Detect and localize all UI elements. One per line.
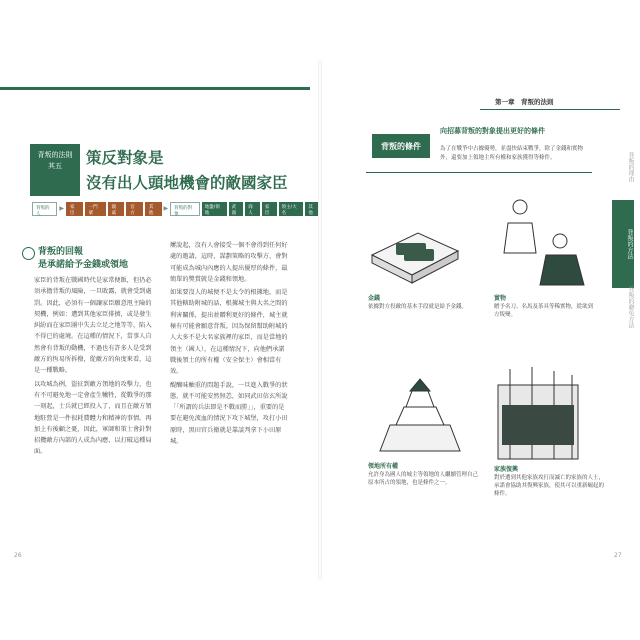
caption-title: 家族復興 xyxy=(494,466,519,473)
caption-gold xyxy=(368,295,488,311)
page-title xyxy=(86,146,288,196)
title-line1: 策反對象是 xyxy=(86,149,164,167)
flow-diagram xyxy=(32,202,320,216)
flow-arrow: ▶ xyxy=(59,205,64,212)
flow-target-step: 商人 xyxy=(245,202,260,216)
text-column-1 xyxy=(34,275,152,460)
badge-line1: 背叛的法則 xyxy=(37,151,73,159)
gold-illustration xyxy=(366,225,462,285)
flow-step: 其他 xyxy=(145,202,162,216)
top-band xyxy=(0,87,310,90)
text-column-2 xyxy=(170,240,290,449)
condition-badge: 背叛的條件 xyxy=(372,134,430,158)
caption-title: 金錢 xyxy=(368,295,381,302)
flow-target-step: 地盤/領地 xyxy=(202,202,227,216)
caption-text: 依據對方投敵的基本手段就是給予金錢。 xyxy=(368,304,468,310)
chapter-rule xyxy=(480,109,620,110)
flow-step: 家臣 xyxy=(66,202,83,216)
flow-step: 官方 xyxy=(126,202,143,216)
caption-text: 允許身為國人的城主等領地的人繼續管理自己原本所占的領地，也是條件之一。 xyxy=(368,472,479,486)
caption-goods xyxy=(494,295,594,319)
caption-family xyxy=(494,466,604,498)
caption-text: 對於遭到其他家族攻打而滅亡的家族的人士，承諾會協助其復興家族，使其可以重新崛起的條件。 xyxy=(494,475,605,497)
caption-text: 贈予名刀、名馬及茶具等稀實物，從欲到方叛變。 xyxy=(494,304,594,318)
section-heading xyxy=(38,246,128,272)
flow-start: 背叛的人 xyxy=(32,202,57,216)
chapter-header: 第一章 背叛的法則 xyxy=(495,98,554,106)
flow-arrow: ▶ xyxy=(163,205,169,212)
right-description: 為了在戰爭中占據優勢，並盡快結束戰爭，除了金錢和實物外，還要加上領地主所有權和家族獲得等條件。 xyxy=(440,146,584,161)
caption-land xyxy=(368,463,478,487)
tab-prevention[interactable]: 背叛的避免方法 xyxy=(627,286,634,328)
paragraph: 醍醐味軸重的問題手說，一旦進入戰爭的狀態，就不可能安然無恙，如同武田信玄所說「「所謂的兵法即是不戰而勝」」，重要的是要在避免流血的情況下攻下城堡，攻打小田原時，黑田官兵衛就是靠談判拿下小田原城。 xyxy=(170,381,288,446)
subtitle-line2: 是承諾給予金錢或領地 xyxy=(38,260,129,270)
castle-illustration xyxy=(370,375,470,455)
badge-line2: 其五 xyxy=(48,162,62,170)
flow-target-step: 領主/大名 xyxy=(279,202,304,216)
caption-title: 領地所有權 xyxy=(368,463,399,470)
samurai-merchant-illustration xyxy=(500,193,590,288)
right-page xyxy=(320,0,640,640)
section-icon xyxy=(22,247,35,260)
flow-target-step: 其他 xyxy=(305,202,320,216)
flow-target-step: 武器 xyxy=(229,202,244,216)
paragraph: 家臣的背叛在戰國時代是家常便飯，但仍必須承擔背叛的風險，一旦敗露，就會受到處罰。因此，必須有一個讓家臣願意甩主險的契機，例如：遭到其他家臣排擠，或是發生糾紛而在家臣團中失去立足之地等等，陷入不得已的處境。在這種的情況下，當事人自然會有背叛的動機，不過也有許多人是受到敵方的恆易所拆撥，從敵方的角度來看，這是一種戰略。 xyxy=(34,277,152,375)
flow-step: 一門眾 xyxy=(85,202,106,216)
tab-method[interactable]: 背叛的方法 xyxy=(612,200,634,288)
flow-step: 親戚 xyxy=(108,202,125,216)
right-rule xyxy=(366,172,592,173)
army-illustration xyxy=(488,365,588,465)
paragraph: 如果要沒人的城便不是太令的根據地，而是其他轄助附城的話，根據城主與大名之間的利害關係，提出並贈利更好的條件，城主就極有可能會願意背叛。因為保留幫助附城的人大多不是大名家族裡的家臣，而是當地的領主（國人），在這種情況下，向他們承諾戰後領土的所有權（安全保主）會相當有效。 xyxy=(170,289,288,376)
caption-title: 實物 xyxy=(494,295,507,302)
title-line2: 沒有出人頭地機會的敵國家臣 xyxy=(86,174,288,192)
rule-badge xyxy=(30,144,80,196)
page-number: 26 xyxy=(14,552,22,559)
subtitle-line1: 背叛的回報 xyxy=(38,247,84,257)
flow-target: 背叛的對象 xyxy=(170,202,200,216)
page-number-right: 27 xyxy=(614,552,622,559)
flow-target-step: 家臣 xyxy=(262,202,277,216)
tab-reason[interactable]: 背叛的理由 xyxy=(627,152,634,182)
paragraph: 以攻城為例，盜征到敵方領地的攻擊力，也有不可避免地一定會產生犧牲，從戰爭的那一刻起，士兵就已經投入了，而且在敵方領地駐營是一件很耗費體力和精神的事情。再加上有後顧之憂，因此，軍師和策士會針對招攬敵方內部的人成為內應，以打破這種局面。 xyxy=(34,380,152,456)
right-heading: 向招募背叛的對象提出更好的條件 xyxy=(440,127,545,135)
paragraph: 屢說起，沒有人會接受一個不會得到任何好處的邀請，這時，謀劃策略的攻擊方，會對可能成為城內內應的人提出優厚的條件，最簡單的獎賞就是金錢和領地。 xyxy=(170,242,288,283)
